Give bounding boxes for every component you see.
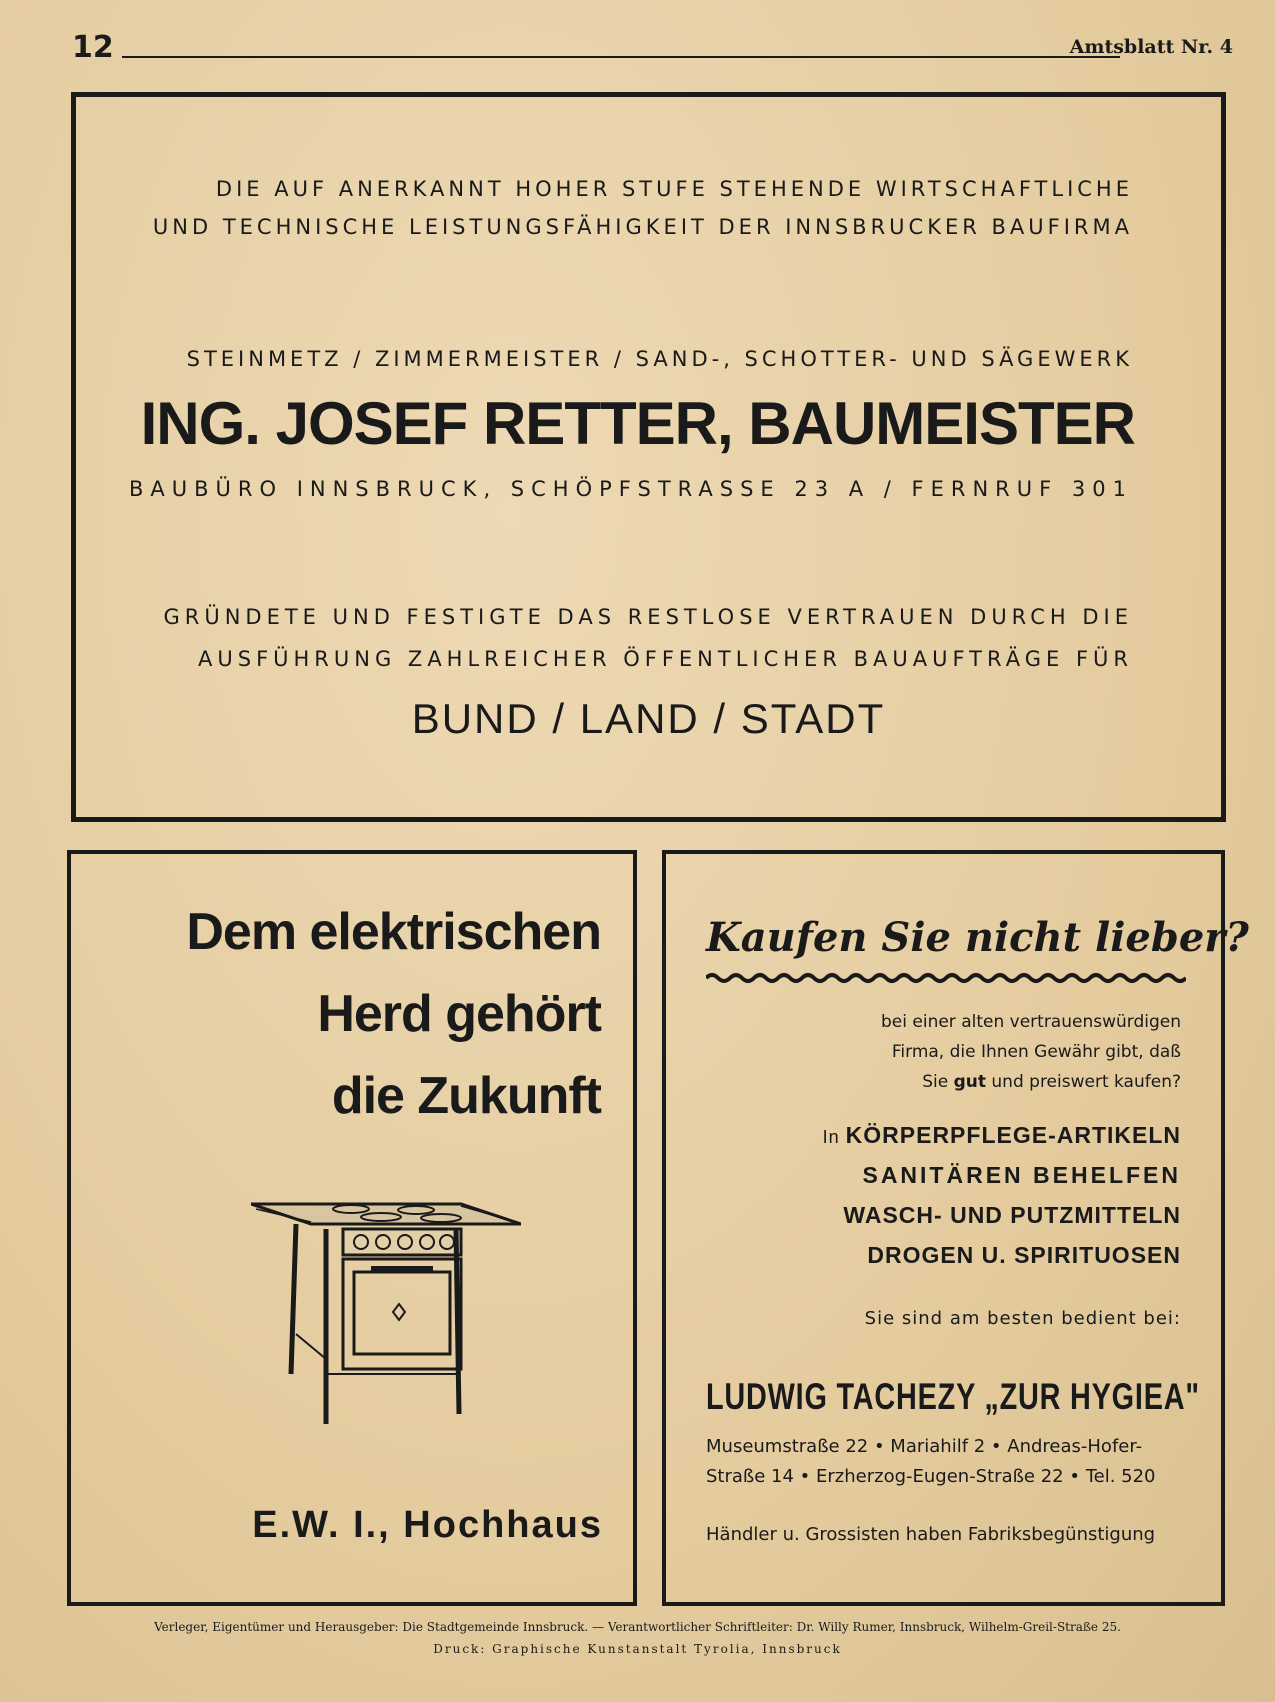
- hygiea-served-text: Sie sind am besten bedient bei:: [864, 1308, 1181, 1329]
- electric-stove-illustration: [251, 1184, 521, 1434]
- retter-trust-line-1: GRÜNDETE UND FESTIGTE DAS RESTLOSE VERTRAUEN DURCH DIE: [163, 605, 1133, 629]
- hygiea-text-line-2: Firma, die Ihnen Gewähr gibt, daß: [891, 1042, 1181, 1062]
- hygiea-text-line-3: [922, 1072, 1181, 1092]
- page-number: 12: [72, 30, 114, 65]
- hygiea-text-line-3-a: Sie: [922, 1072, 954, 1092]
- hygiea-advertisement: [662, 850, 1249, 1606]
- retter-intro-line-2: UND TECHNISCHE LEISTUNGSFÄHIGKEIT DER INNSBRUCKER BAUFIRMA: [152, 215, 1133, 239]
- wavy-underline: [706, 972, 1186, 984]
- retter-advertisement: [71, 92, 1226, 822]
- retter-intro-line-1: DIE AUF ANERKANNT HOHER STUFE STEHENDE WIRTSCHAFTLICHE: [215, 177, 1133, 201]
- hygiea-category-4: DROGEN U. SPIRITUOSEN: [867, 1242, 1181, 1268]
- hygiea-address-line-2: Straße 14 • Erzherzog-Eugen-Straße 22 • Tel. 520: [706, 1466, 1156, 1487]
- herd-line-3: die Zukunft: [331, 1067, 601, 1125]
- hygiea-text-line-3-bold: gut: [953, 1072, 986, 1092]
- hygiea-category-1: [823, 1122, 1181, 1149]
- publication-title: Amtsblatt Nr. 4: [1069, 36, 1233, 58]
- retter-trust-line-2: AUSFÜHRUNG ZAHLREICHER ÖFFENTLICHER BAUAUFTRÄGE FÜR: [198, 647, 1133, 671]
- herd-advertisement: [67, 850, 637, 1606]
- hygiea-text-line-1: bei einer alten vertrauenswürdigen: [881, 1012, 1181, 1032]
- footer-printer: Druck: Graphische Kunstanstalt Tyrolia, Innsbruck: [433, 1642, 842, 1656]
- hygiea-text-line-3-b: und preiswert kaufen?: [986, 1072, 1181, 1092]
- retter-company-name: ING. JOSEF RETTER, BAUMEISTER: [140, 390, 1135, 457]
- herd-line-2: Herd gehört: [317, 985, 601, 1043]
- hygiea-category-2: SANITÄREN BEHELFEN: [862, 1162, 1181, 1188]
- hygiea-headline: Kaufen Sie nicht lieber?: [706, 914, 1249, 961]
- hygiea-dealers-note: Händler u. Grossisten haben Fabriksbegünstigung: [706, 1524, 1156, 1545]
- herd-signature: E.W. I., Hochhaus: [252, 1504, 603, 1546]
- hygiea-category-prefix: In: [822, 1127, 846, 1147]
- hygiea-category-3: WASCH- UND PUTZMITTELN: [843, 1202, 1181, 1228]
- retter-clients: BUND / LAND / STADT: [411, 695, 886, 742]
- header-rule: [122, 56, 1120, 58]
- footer-publisher: Verleger, Eigentümer und Herausgeber: Die Stadtgemeinde Innsbruck. — Verantwortlicher Schriftleiter: Dr. Willy Rumer, Innsbruck, Wilhelm-Greil-Straße 25.: [154, 1620, 1121, 1634]
- retter-address: BAUBÜRO INNSBRUCK, SCHÖPFSTRASSE 23 A / FERNRUF 301: [128, 477, 1133, 501]
- hygiea-category-1-label: KÖRPERPFLEGE-ARTIKELN: [845, 1122, 1181, 1148]
- retter-trades: STEINMETZ / ZIMMERMEISTER / SAND-, SCHOTTER- UND SÄGEWERK: [186, 347, 1133, 371]
- hygiea-address-line-1: Museumstraße 22 • Mariahilf 2 • Andreas-Hofer-: [706, 1436, 1143, 1457]
- hygiea-firm-name: LUDWIG TACHEZY „ZUR HYGIEA": [706, 1376, 1200, 1417]
- herd-line-1: Dem elektrischen: [186, 903, 601, 961]
